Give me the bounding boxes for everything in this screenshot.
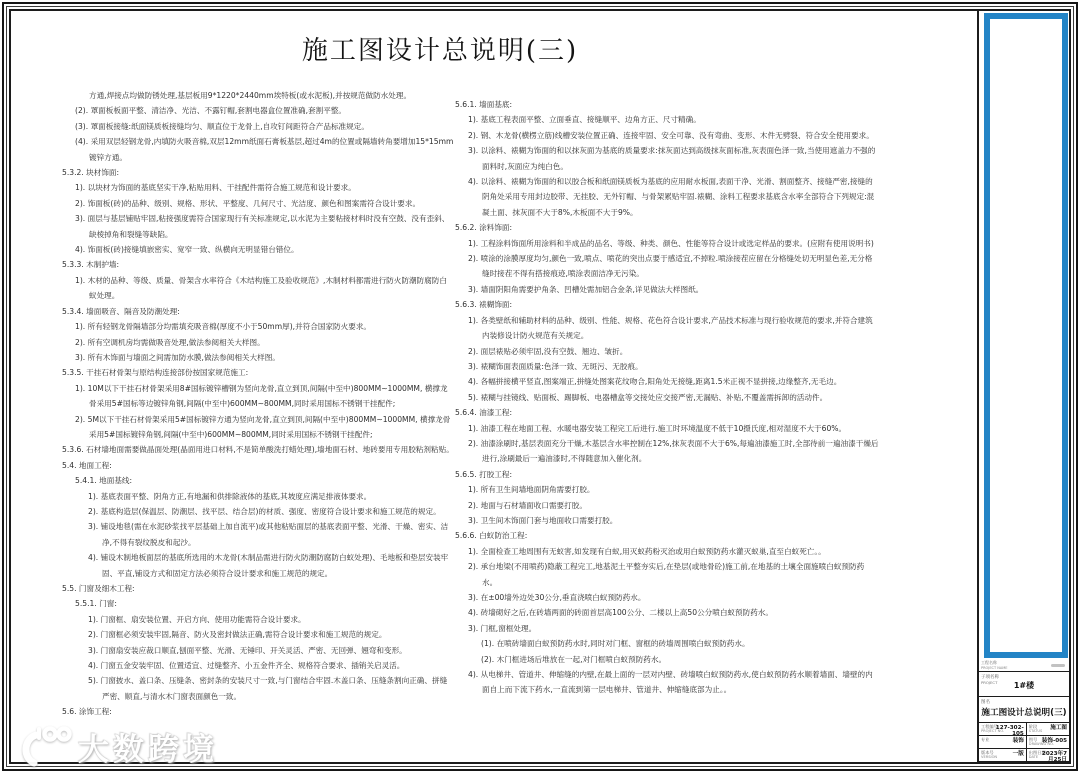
titleblock-drawing-title-row [979,697,1069,723]
note-line: (1). 在喷砖墙面白蚁预防药水时,同时对门框、窗框的砖墙周围喷白蚁预防药水。 [481,639,750,649]
note-line: (2). 罩面板板面平整、清洁净、光洁、不露钉帽,套割电器盒位置准确,套割平整。 [75,106,347,116]
note-line: 3). 面层与基层铺贴牢固,粘接强度需符合国家现行有关标准规定,以水泥为主要粘接材料时没有空鼓、没有歪斜、缺棱掉角和裂缝等缺陷。 [75,214,450,239]
note-line: 2). 饰面板(砖)的品种、级别、规格、形状、平整度、几何尺寸、光洁度、颜色和图案需符合设计要求。 [75,198,421,208]
note-line: 4). 从电梯井、管道井、伸缩缝的内壁,在最上面的一层对内壁、砖墙喷白蚁预防药水,使白蚁预防药水顺着墙面、墙壁的内面自上而下流下药水,一直流到第一层电梯井、管道井、伸缩缝底部为止。。 [468,670,873,695]
note-line: 5.5.1. 门窗: [75,599,117,609]
note-line: 3). 所有木饰面与墙面之间需加防水膜,做法参阅相关大样图。 [75,352,280,362]
notes-column-left [62,88,454,720]
page-title: 施工图设计总说明(三) [301,36,579,66]
note-line: (4). 采用双层轻钢龙骨,内填防火吸音棉,双层12mm纸面石膏板基层,超过4m的位置或隔墙转角要增加15*15mm镀锌方通。 [75,137,454,162]
note-line: 1). 以块材为饰面的基底坚实干净,粘贴用料、干挂配件需符合施工规范和设计要求。 [75,183,356,193]
note-line: 5.4.1. 地面基线: [75,476,133,486]
note-line: 2). 钢、木龙骨(横楞立筋)线槽安装位置正确、连接牢固、安全可靠、没有弯曲、变形、木件无劈裂、符合安全使用要求。 [468,130,874,140]
drawing-title-value: 施工图设计总说明(三) [981,708,1067,718]
note-line: 3). 铺设地毯(需在水泥砂浆找平层基础上加自流平)或其他粘贴面层的基底表面平整、光滑、干燥、密实、洁净,不得有裂纹脱皮和起沙。 [88,522,449,547]
subproject-label: 子项名称 [981,675,999,680]
note-line: 1). 10M以下干挂石材骨架采用8#国标镀锌槽钢为竖向龙骨,直立到顶,间隔(中至中)800MM~1000MM, 横撑龙骨采用5#国标等边镀锌角钢,间隔(中至中)600MM~800MM,同时采用国标不锈钢干挂配件; [75,383,448,409]
note-line: 5.6.2. 涂料饰面: [455,223,513,233]
project-name-label-en: PROJECT NAME [981,666,1008,670]
note-line: 2). 承台地梁(不用喷药)隐蔽工程完工,地基泥土平整夯实后,在垫层(或地骨砼)施工前,在地基的土壤全面施喷白蚁预防药水。 [468,562,865,587]
titleblock-field [1026,723,1069,736]
note-line: (3). 罩面板接缝:纸面镁质板接缝均匀、顺直位于龙骨上,自攻钉间距符合产品标准规定。 [75,121,369,131]
field-label: 工程编号 [981,724,998,729]
field-value: 127-302-105 [995,725,1024,737]
note-line: 3). 墙面阴阳角需要护角条、凹槽处需加铝合金条,详见做法大样图纸。 [468,284,704,294]
note-line: (2). 木门框进场后堆放在一起,对门框喷白蚁预防药水。 [481,654,667,664]
field-label: 专业 [981,737,990,742]
field-label: 出图日期 [1028,750,1046,755]
note-line: 4). 门窗五金安装牢固、位置适宜、过缝整齐、小五金件齐全、规格符合要求、插销关启灵活。 [88,661,405,671]
titleblock-field [979,749,1026,762]
note-line: 4). 砖墙砌好之后,在砖墙两面的砖面首层高100公分、二楼以上高50公分喷白蚁预防药水。 [468,608,773,618]
note-line: 3). 以涂料、裱糊为饰面的和以抹灰面为基底的质量要求:抹灰面达到高级抹灰面标准,灰表面色泽一致,当使用遮盖力不强的面料时,灰面应为纯白色。 [468,146,876,171]
note-line: 1). 所有轻钢龙骨隔墙部分均需填充吸音棉(厚度不小于50mm厚),并符合国家防火要求。 [75,322,372,332]
field-label-en: DATE [1028,755,1039,759]
note-line: 2). 油漆涂刷时,基层表面充分干燥,木基层含水率控制在12%,抹灰表面不大于6%,每遍油漆施工时,全部待前一遍油漆干燥后进行,涂刷最后一遍油漆时,不得随意加入催化剂。 [468,438,879,464]
drawing-title-label: 图名 [981,700,990,705]
note-line: 5.3.3. 木制护墙: [62,260,120,270]
titleblock-project-name-row [979,660,1069,672]
note-line: 3). 门窗扇安装应裁口顺直,刨面平整、光滑、无锤印、开关灵活、严密、无回弹、翘弯和变形。 [88,645,407,655]
note-line: 2). 基底构造层(保温层、防潮层、找平层、结合层)的材质、强度、密度符合设计要求和施工规范的规定。 [88,506,441,516]
note-line: 3). 卫生间木饰面门套与地面收口需要打胶。 [468,515,618,525]
field-label-en: PROJECT NO. [981,729,1005,733]
note-line: 5.6.5. 打胶工程: [455,469,513,479]
titleblock-field [1026,749,1069,762]
titleblock-subproject-row [979,672,1069,697]
note-line: 5.6. 涂饰工程: [62,707,112,717]
note-line: 5.6.4. 油漆工程: [455,408,513,418]
field-label: 阶段 [1028,724,1038,729]
note-line: 2). 地面与石材墙面收口需要打胶。 [468,500,587,510]
note-line: 5.3.6. 石材墙地面需要做晶面处理(晶面用进口材料,不是简单酸洗打蜡处理),墙地面石材、地砖要用专用胶粘剂粘贴。 [62,445,454,455]
note-line: 3). 裱糊饰面表面质量:色泽一致、无斑污、无胶痕。 [468,361,643,371]
titleblock-grid [979,723,1069,762]
note-line: 5.6.3. 裱糊饰面: [455,300,513,310]
note-line: 5.3.5. 干挂石材骨架与原结构连接部份按国家规范施工: [62,368,249,378]
field-label-en: STATUS [1028,729,1043,733]
project-name-label: 工程名称 [981,660,997,665]
titleblock-divider [977,9,979,764]
titleblock-field [979,723,1026,736]
field-label: 版本号 [981,750,994,755]
note-line: 2). 面层裱贴必须牢固,没有空鼓、翘边、皱折。 [468,346,628,356]
note-line: 1). 门窗框、扇安装位置、开启方向、使用功能需符合设计要求。 [88,614,306,624]
note-line: 4). 铺设木制地板面层的基底所选用的木龙骨(木制品需进行防火防潮防腐防白蚁处理)、毛地板和垫层安装牢固、平直,铺设方式和固定方法必须符合设计要求和施工规范的规定。 [88,553,449,578]
note-line: 4). 饰面板(砖)接缝填嵌密实、宽窄一致、纵横向无明显错台错位。 [75,245,299,255]
field-value: 一版 [1012,751,1024,757]
note-line: 5.6.6. 白蚁防治工程: [455,531,528,541]
titleblock-field [1026,736,1069,749]
signature-mark [1051,664,1065,667]
note-line: 2). 门窗框必须安装牢固,隔音、防火及密封做法正确,需符合设计要求和施工规范的规定。 [88,630,387,640]
note-line: 5.6.1. 墙面基底: [455,100,513,109]
titleblock-field [979,736,1026,749]
note-line: 5.3.2. 块材饰面: [62,168,120,178]
note-line: 1). 基底表面平整、阴角方正,有地漏和供排除液体的基底,其坡度应满足排液体要求。 [88,491,372,501]
note-line: 5.3.4. 墙面吸音、隔音及防潮处理: [62,306,180,316]
note-line: 2). 5M以下干挂石材骨架采用5#国标镀锌方通为竖向龙骨,直立到顶,间隔(中至中)800MM~1000MM, 横撑龙骨采用5#国标镀锌角钢,间隔(中至中)600MM~800MM,同时采用国标不锈钢干挂配件; [75,414,451,439]
watermark-text: 大数跨境 [78,732,218,768]
field-label: 图号 [1028,737,1038,742]
note-line: 1). 所有卫生间墙地面阴角需要打胶。 [468,485,595,495]
field-label-en: VERSION [981,755,998,759]
field-value: 装饰 [1012,738,1024,744]
note-line: 4). 各幅拼接横平竖直,图案端正,拼缝处图案花纹吻合,阳角处无接缝,距离1.5米正视不显拼接,边缘整齐,无毛边。 [468,377,842,387]
note-line: 1). 基底工程表面平整、立面垂直、接缝顺平、边角方正、尺寸精确。 [468,115,701,125]
subproject-label-en: PROJECT [981,680,998,685]
subproject-value: 1#楼 [1013,681,1035,690]
notes-column-right [455,97,879,698]
note-line: 5). 裱糊与挂镜线、贴面板、踢脚板、电器槽盒等交接处应交接严密,无漏贴、补贴,不覆盖需拆卸的活动件。 [468,392,828,402]
note-line: 2). 喷涂的涂膜厚度均匀,颜色一致,喷点、喷花的突出点要于感适宜,不掉粒.喷涂接茬应留在分格缝处切无明显色差,无分格缝时接茬不得有搭接痕迹,喷涂表面洁净无污染。 [468,254,873,279]
blue-highlight-rectangle[interactable] [984,13,1068,658]
field-label-en: DRAWING NO. [1028,742,1054,746]
field-value: 2023年7月25日 [1041,751,1067,763]
note-line: 1). 木材的品种、等级、质量、骨架含水率符合《木结构施工及验收规范》,木制材料都需进行防火防潮防腐防白蚁处理。 [75,275,447,301]
field-value: 装饰-005 [1041,738,1067,744]
note-line: 1). 油漆工程在地面工程、水暖电器安装工程完工后进行.施工时环境温度不低于10摄氏度,相对湿度不大于60%。 [468,423,847,433]
note-line: 4). 以涂料、裱糊为饰面的和以胶合板和纸面镁质板为基底的应用耐水板面,表面干净、光滑、割面整齐、接缝严密,接缝的阴角处采用专用封边胶带、无挂胶、无外钉帽、与骨架累贴牢固.裱糊、涂料工程要求基底含水率全部符合下列规定:混凝土面、抹灰面不大于8%,木板面不大于9%。 [468,177,875,217]
field-value: 施工图 [1050,725,1067,731]
note-line: 1). 工程涂料饰面所用涂料和半成品的品名、等级、种类、颜色、性能等符合设计或选定样品的要求。(应附有使用说明书) [468,238,874,248]
note-line: 3). 门框,窗框处理。 [468,623,537,633]
note-line: 1). 全面检查工地周围有无蚁害,如发现有白蚁,用灭蚁药粉灭治或用白蚁预防药水灌灭蚁巢,直至白蚁死亡。。 [468,546,826,556]
note-line: 1). 各类壁纸和辅助材料的品种、级别、性能、规格、花色符合设计要求,产品技术标准与现行验收规范的要求,并符合建筑内装修设计防火规范有关规定。 [468,315,873,341]
note-line: 3). 在±00墙外边处30公分,垂直浇喷白蚁预防药水。 [468,593,646,602]
note-line: 5.5. 门窗及细木工程: [62,584,135,593]
note-line: 方通,焊接点均做防锈处理,基层板用9*1220*2440mm埃特板(或水泥板),并按规范做防水处理。 [89,91,412,100]
note-line: 5.4. 地面工程: [62,460,112,470]
note-line: 2). 所有空调机房均需做吸音处理,做法参阅相关大样图。 [75,337,265,347]
titleblock [979,660,1069,762]
note-line: 5). 门窗披水、盖口条、压缝条、密封条的安装尺寸一致,与门窗结合牢固.木盖口条、压缝条割向正确、拼缝严密、顺直,与清水木门窗表面颜色一致。 [88,676,448,701]
